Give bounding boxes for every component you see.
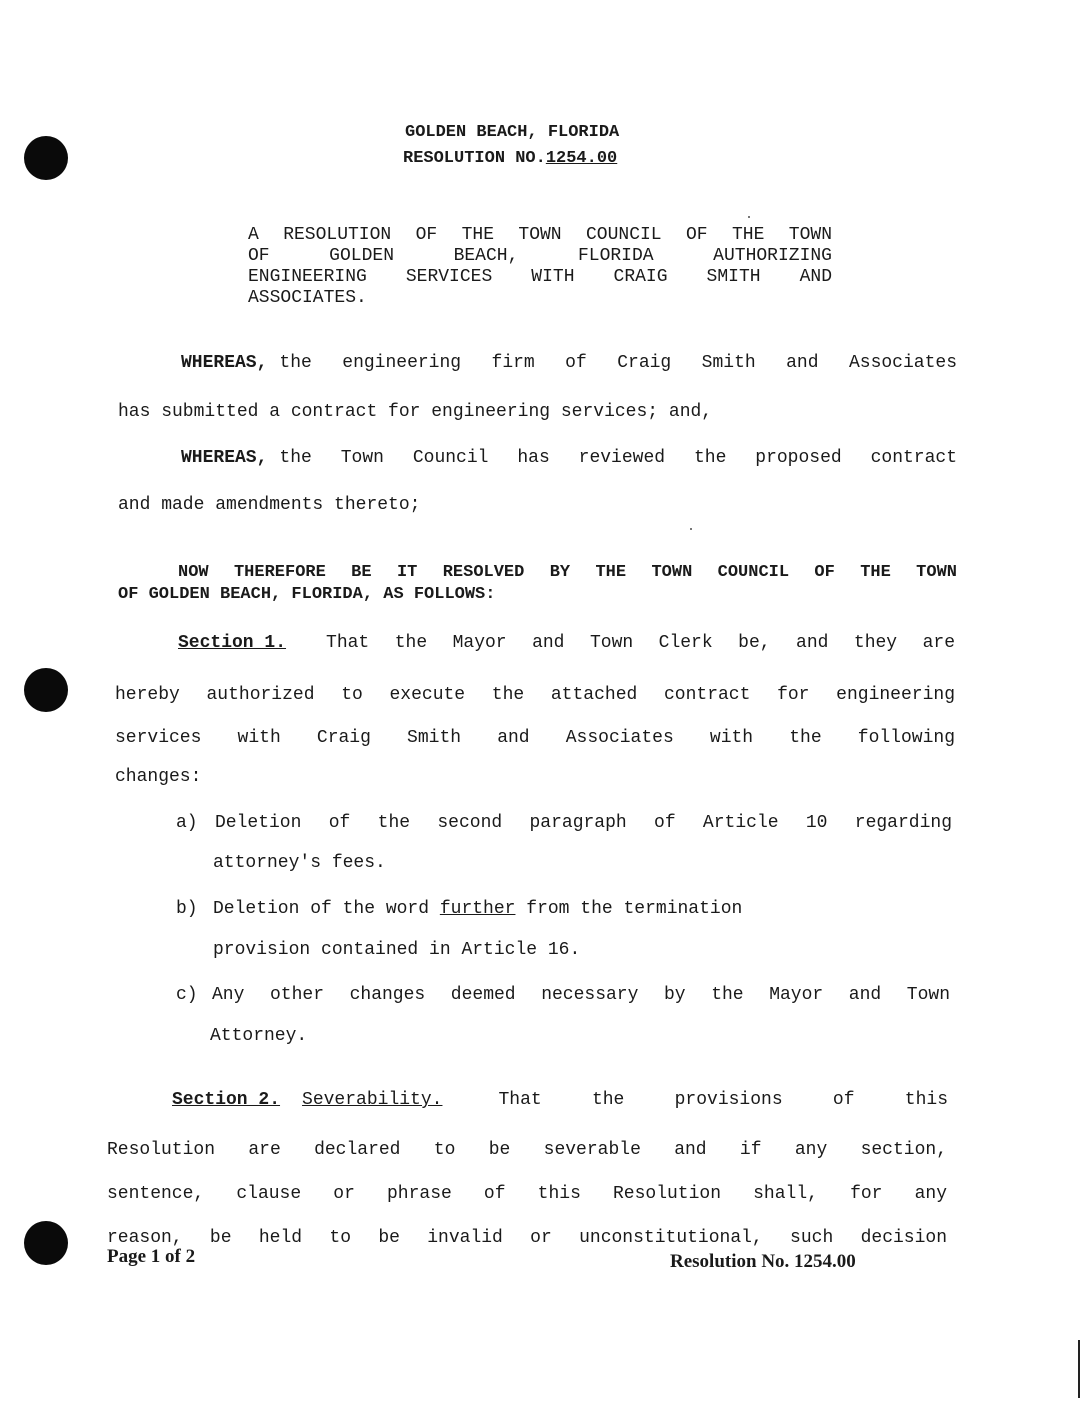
section2-text: That the provisions of this <box>498 1090 948 1110</box>
scan-speck <box>748 216 750 218</box>
section1-text: That the Mayor and Town Clerk be, and they are <box>326 633 955 653</box>
whereas1-line1 <box>181 352 957 374</box>
item-label: b) <box>176 899 198 919</box>
section1-heading: Section 1. <box>178 633 287 653</box>
section2-line2: Resolution are declared to be severable and if any section, <box>107 1140 947 1160</box>
resolved-line1: NOW THEREFORE BE IT RESOLVED BY THE TOWN COUNCIL OF THE TOWN <box>178 563 957 582</box>
whereas-lead: WHEREAS, <box>181 353 268 373</box>
section2-subheading: Severability. <box>302 1090 443 1110</box>
whereas-text: the engineering firm of Craig Smith and Associates <box>279 353 957 373</box>
whereas-lead: WHEREAS, <box>181 448 268 468</box>
whereas2-line2: and made amendments thereto; <box>118 495 421 515</box>
title-line: ENGINEERING SERVICES WITH CRAIG SMITH AND <box>248 267 832 287</box>
item-a-line1: Deletion of the second paragraph of Article 10 regarding <box>215 813 952 833</box>
section2-line1 <box>172 1089 948 1111</box>
whereas2-line1 <box>181 447 957 469</box>
item-b-underlined-word: further <box>439 899 516 919</box>
resolution-prefix: RESOLUTION NO. <box>403 149 546 168</box>
item-b-text: Deletion of the word <box>213 899 440 919</box>
punch-hole <box>24 1221 68 1265</box>
title-line: OF GOLDEN BEACH, FLORIDA AUTHORIZING <box>248 246 832 266</box>
section2-line3: sentence, clause or phrase of this Resolution shall, for any <box>107 1184 947 1204</box>
item-b-text: from the termination <box>515 899 743 919</box>
item-label: c) <box>176 985 198 1005</box>
header-town: GOLDEN BEACH, FLORIDA <box>405 123 620 142</box>
resolution-number: 1254.00 <box>545 149 618 168</box>
whereas1-line2: has submitted a contract for engineering services; and, <box>118 402 713 422</box>
section1-line2: hereby authorized to execute the attached contract for engineering <box>115 685 955 705</box>
title-line: ASSOCIATES. <box>248 288 367 308</box>
whereas-text: the Town Council has reviewed the proposed contract <box>279 448 957 468</box>
punch-hole <box>24 136 68 180</box>
page-number: Page 1 of 2 <box>107 1246 196 1267</box>
scan-speck <box>690 528 692 530</box>
section1-line1 <box>178 632 955 654</box>
footer-resolution-number: Resolution No. 1254.00 <box>670 1251 856 1272</box>
item-b-line2: provision contained in Article 16. <box>213 940 581 960</box>
title-line: A RESOLUTION OF THE TOWN COUNCIL OF THE TOWN <box>248 225 832 245</box>
resolved-line2: OF GOLDEN BEACH, FLORIDA, AS FOLLOWS: <box>118 585 496 604</box>
section1-line3: services with Craig Smith and Associates with the following <box>115 728 955 748</box>
item-label: a) <box>176 813 198 833</box>
item-c-line1: Any other changes deemed necessary by the Mayor and Town <box>212 985 950 1005</box>
section2-heading: Section 2. <box>172 1090 281 1110</box>
section2-line4: reason, be held to be invalid or unconstitutional, such decision <box>107 1228 947 1248</box>
header-resolution <box>403 148 617 170</box>
section1-line4: changes: <box>115 767 202 787</box>
item-b-line1 <box>213 898 742 920</box>
item-a-line2: attorney's fees. <box>213 853 386 873</box>
item-c-line2: Attorney. <box>210 1026 308 1046</box>
scan-edge-mark <box>1078 1340 1080 1398</box>
punch-hole <box>24 668 68 712</box>
